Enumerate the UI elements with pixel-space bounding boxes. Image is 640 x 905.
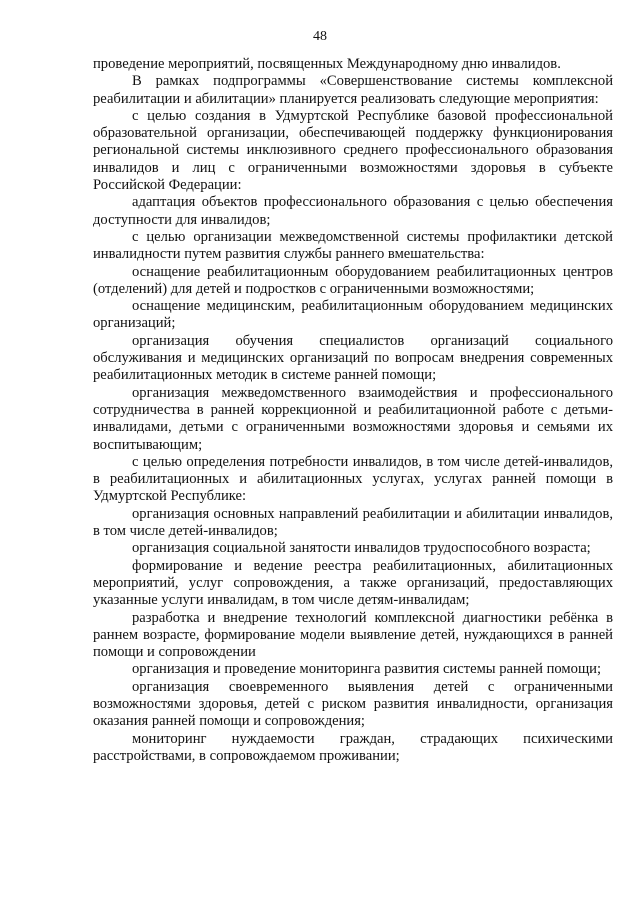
paragraph: с целью определения потребности инвалидов, в том числе детей-инвалидов, в реабилитационных и абилитационных услугах, услугах ранней помощи в Удмуртской Республике: [93,453,613,505]
paragraph: организация и проведение мониторинга развития системы ранней помощи; [132,661,602,678]
paragraph: с целью организации межведомственной системы профилактики детской инвалидности путем развития службы раннего вмешательства: [93,228,613,263]
document-body [93,56,613,765]
paragraph: оснащение реабилитационным оборудованием реабилитационных центров (отделений) для детей и подростков с ограниченными возможностями; [93,263,613,297]
paragraph: мониторинг нуждаемости граждан, страдающих психическими расстройствами, в сопровождаемом проживании; [93,730,613,764]
paragraph: организация межведомственного взаимодействия и профессионального сотрудничества в ранней коррекционной и реабилитационной работе с детьми-инвалидами, детьми с ограниченными возможностями здоровья и семьями их воспитывающим; [93,384,613,453]
paragraph: организация основных направлений реабилитации и абилитации инвалидов, в том числе детей-инвалидов; [93,505,613,540]
paragraph: организация социальной занятости инвалидов трудоспособного возраста; [132,540,591,557]
paragraph: с целью создания в Удмуртской Республике базовой профессиональной образовательной организации, обеспечивающей поддержку функционирования региональной системы инклюзивного среднего профессионального образования инвалидов и лиц с ограниченными возможностями здоровья в субъекте Российской Федерации: [93,107,613,194]
paragraph: формирование и ведение реестра реабилитационных, абилитационных мероприятий, услуг сопровождения, а также организаций, предоставляющих указанные услуги инвалидам, в том числе детям-инвалидам; [93,557,613,609]
page-number: 48 [313,29,327,44]
paragraph: оснащение медицинским, реабилитационным оборудованием медицинских организаций; [93,298,613,332]
paragraph: В рамках подпрограммы «Совершенствование системы комплексной реабилитации и абилитации» планируется реализовать следующие мероприятия: [93,73,613,107]
paragraph: организация своевременного выявления детей с ограниченными возможностями здоровья, детей с риском развития инвалидности, организация оказания ранней помощи и сопровождения; [93,678,613,730]
paragraph: адаптация объектов профессионального образования с целью обеспечения доступности для инвалидов; [93,194,613,228]
paragraph: разработка и внедрение технологий комплексной диагностики ребёнка в раннем возрасте, формирование модели выявление детей, нуждающихся в ранней помощи и сопровождении [93,609,613,661]
paragraph: организация обучения специалистов организаций социального обслуживания и медицинских организаций по вопросам внедрения современных реабилитационных методик в системе ранней помощи; [93,332,613,384]
paragraph: проведение мероприятий, посвященных Международному дню инвалидов. [93,56,561,72]
